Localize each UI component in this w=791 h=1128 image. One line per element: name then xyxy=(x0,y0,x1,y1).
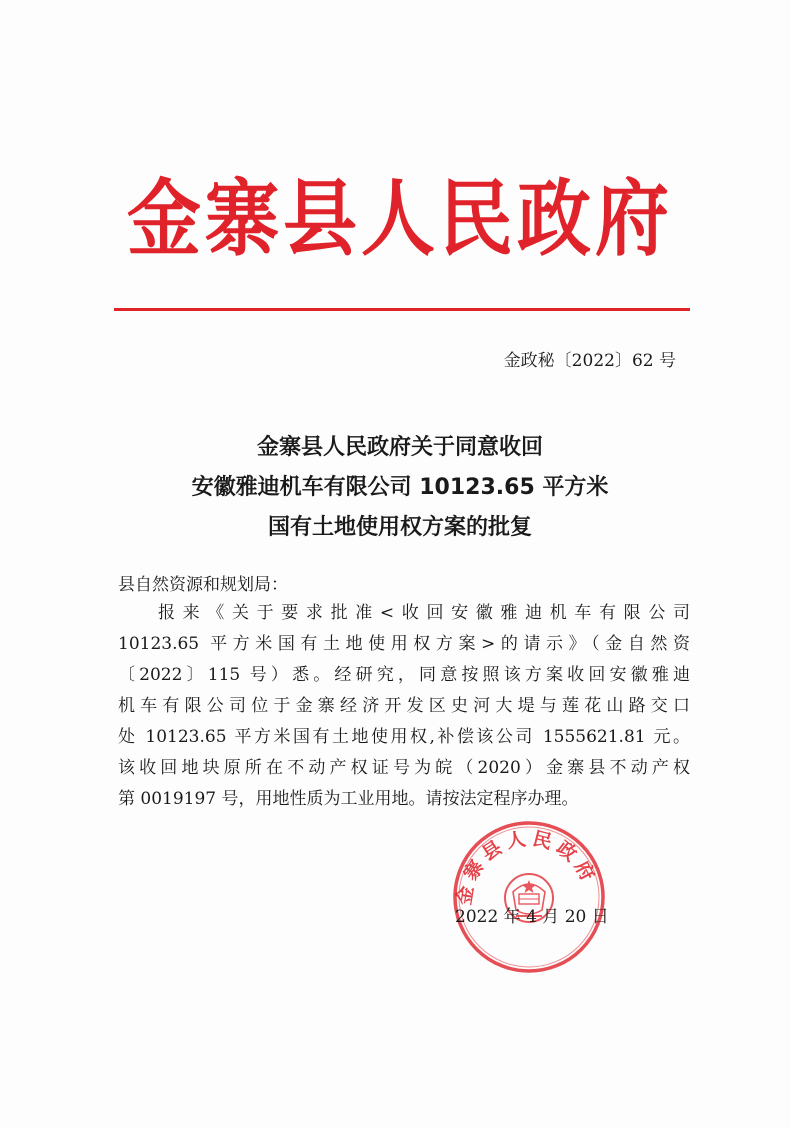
document-title xyxy=(110,428,690,548)
svg-text:金寨县人民政府 xyxy=(452,827,602,906)
body-line-2: 10123.65 平方米国有土地使用权方案>的请示》（金自然资 xyxy=(118,634,690,654)
body-line-1: 报来《关于要求批准<收回安徽雅迪机车有限公司 xyxy=(158,603,690,623)
body-line-6: 该收回地块原所在不动产权证号为皖（2020）金寨县不动产权 xyxy=(118,758,690,778)
issue-date: 2022 年 4 月 20 日 xyxy=(455,907,609,927)
document-number: 金政秘〔2022〕62 号 xyxy=(503,351,676,371)
title-line-1: 金寨县人民政府关于同意收回 xyxy=(256,435,543,460)
body-line-5: 处 10123.65 平方米国有土地使用权,补偿该公司 1555621.81 元。 xyxy=(118,727,690,747)
body-line-7: 第 0019197 号，用地性质为工业用地。请按法定程序办理。 xyxy=(118,789,579,809)
recipient-line: 县自然资源和规划局： xyxy=(118,575,288,595)
issuer-masthead: 金寨县人民政府 xyxy=(127,171,673,268)
title-line-3: 国有土地使用权方案的批复 xyxy=(267,515,532,540)
title-line-2: 安徽雅迪机车有限公司 10123.65 平方米 xyxy=(191,475,609,500)
body-line-3: 〔2022〕115 号）悉。经研究，同意按照该方案收回安徽雅迪 xyxy=(118,665,690,685)
official-seal-stamp xyxy=(450,818,608,976)
seal-text: 金寨县人民政府 xyxy=(453,827,601,907)
body-line-4: 机车有限公司位于金寨经济开发区史河大堤与莲花山路交口 xyxy=(118,696,690,716)
body-paragraph xyxy=(118,598,690,815)
red-divider-rule xyxy=(114,308,690,311)
